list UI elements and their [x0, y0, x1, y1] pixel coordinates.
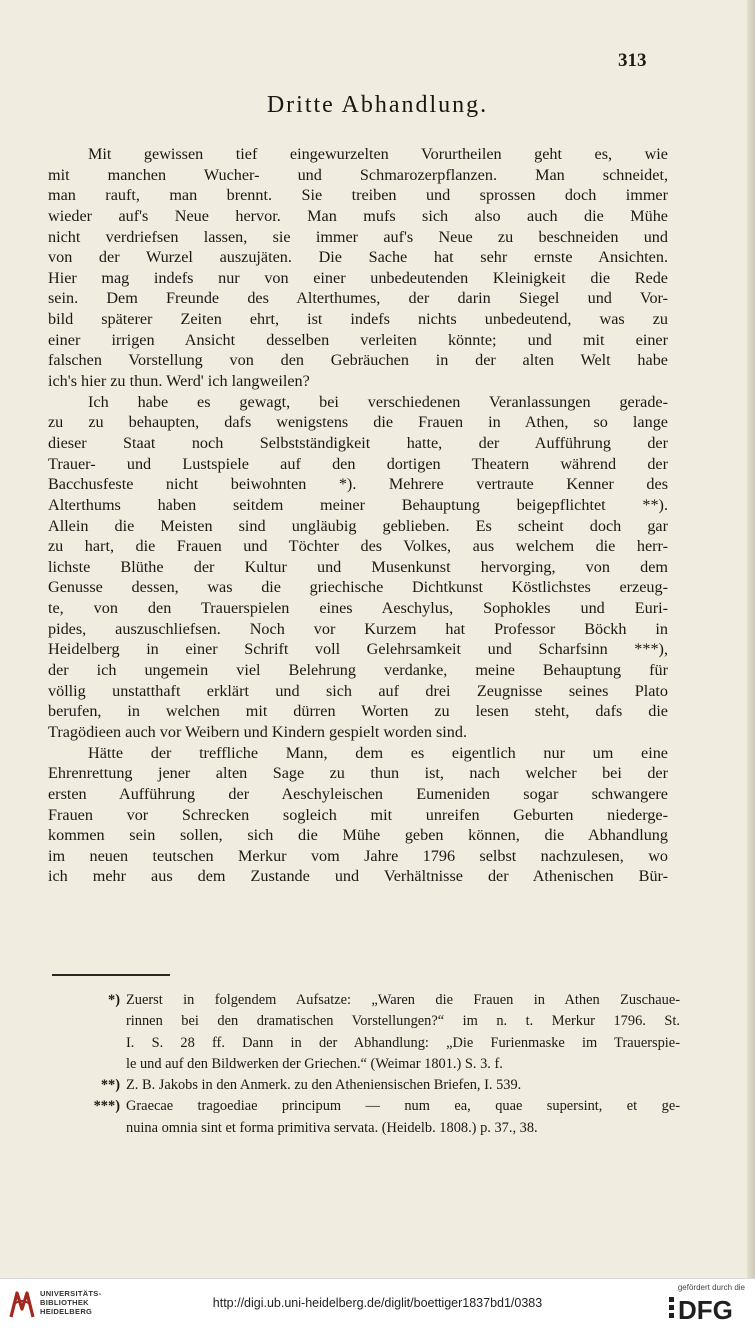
body-text	[48, 144, 668, 887]
library-name-line: BIBLIOTHEK	[40, 1298, 89, 1307]
text-line: mit manchen Wucher- und Schmarozerpflanzen. Man schneidet,	[48, 165, 668, 184]
text-line: ich's hier zu thun. Werd' ich langweilen?	[48, 372, 310, 391]
footnote-line	[60, 1118, 680, 1139]
text-line: bild späterer Zeiten ehrt, ist indefs nichts unbedeutend, was zu	[48, 310, 668, 329]
text-line: der ich ungemein viel Belehrung verdanke, meine Behauptung für	[48, 661, 668, 680]
text-line: Genusse dessen, was die griechische Dichtkunst Köstlichstes erzeug-	[48, 578, 668, 597]
text-line: Bacchusfeste nicht beiwohnten *). Mehrere vertraute Kenner des	[48, 475, 668, 494]
text-line: berufen, in welchen mit dürren Worten zu lesen steht, dafs die	[48, 702, 668, 721]
text-line: te, von den Trauerspielen eines Aeschylus, Sophokles und Euri-	[48, 599, 668, 618]
text-line: einer irrigen Ansicht desselben verleiten könnte; und mit einer	[48, 330, 668, 349]
text-line: lichste Blüthe der Kultur und Musenkunst hervorging, von dem	[48, 557, 668, 576]
text-line: man rauft, man brennt. Sie treiben und sprossen doch immer	[48, 186, 668, 205]
text-line: Ehrenrettung jener alten Sage zu thun ist, nach welcher bei der	[48, 764, 668, 783]
library-name-line: UNIVERSITÄTS-	[40, 1289, 102, 1298]
dfg-logo-icon	[669, 1294, 745, 1322]
text-line: wieder auf's Neue hervor. Man mufs sich also auch die Mühe	[48, 206, 668, 225]
page-number: 313	[618, 50, 647, 71]
text-line: ich mehr aus dem Zustande und Verhältnisse der Athenischen Bür-	[48, 867, 668, 886]
text-line: ersten Aufführung der Aeschyleischen Eumeniden sogar schwangere	[48, 784, 668, 803]
footnote-marker: *)	[108, 992, 120, 1008]
source-url-link[interactable]: http://digi.ub.uni-heidelberg.de/diglit/boettiger1837bd1/0383	[212, 1296, 543, 1310]
footnote-text: nuina omnia sint et forma primitiva servata. (Heidelb. 1808.) p. 37., 38.	[126, 1119, 538, 1136]
footnote-text: rinnen bei den dramatischen Vorstellungen?“ im n. t. Merkur 1796. St.	[126, 1013, 680, 1030]
text-line: von der Wurzel auszujäten. Die Sache hat sehr ernste Ansichten.	[48, 248, 668, 267]
section-heading: Dritte Abhandlung.	[266, 92, 489, 118]
footnotes	[60, 990, 680, 1139]
library-name-line: HEIDELBERG	[40, 1307, 93, 1316]
footnote-line	[60, 1033, 680, 1054]
text-line: Mit gewissen tief eingewurzelten Vorurtheilen geht es, wie	[88, 145, 668, 163]
text-line: dieser Staat noch Selbstständigkeit hatte, der Aufführung der	[48, 433, 668, 452]
text-line: Heidelberg in einer Schrift voll Gelehrsamkeit und Scharfsinn ***),	[48, 640, 668, 659]
text-line: sein. Dem Freunde des Alterthumes, der darin Siegel und Vor-	[48, 289, 668, 308]
text-line: nicht verdriefsen lassen, sie immer auf's Neue zu beschneiden und	[48, 227, 668, 246]
text-line: völlig unstatthaft erklärt und sich auf drei Zeugnisse seines Plato	[48, 681, 668, 700]
text-line: Hier mag indefs nur von einer unbedeutenden Kleinigkeit die Rede	[48, 268, 668, 287]
footnote-line	[60, 1096, 680, 1117]
text-line: im neuen teutschen Merkur vom Jahre 1796 selbst nachzulesen, wo	[48, 846, 668, 865]
dfg-wordmark: DFG	[678, 1295, 733, 1322]
text-line: Alterthums haben seitdem meiner Behauptung beigepflichtet **).	[48, 495, 668, 514]
footnote-line	[60, 1054, 680, 1075]
text-line: zu zu behaupten, dafs wenigstens die Frauen in Athen, so lange	[48, 413, 668, 432]
footnote-text: I. S. 28 ff. Dann in der Abhandlung: „Die Furienmaske im Trauerspie-	[126, 1034, 680, 1051]
text-line: falschen Vorstellung von den Gebräuchen in der alten Welt habe	[48, 351, 668, 370]
funded-by-label: gefördert durch die	[677, 1283, 745, 1292]
footnote-line	[60, 990, 680, 1011]
page-edge	[747, 0, 755, 1278]
footnote-text: Z. B. Jakobs in den Anmerk. zu den Atheniensischen Briefen, I. 539.	[126, 1077, 522, 1094]
text-line: Allein die Meisten sind ungläubig geblieben. Es scheint doch gar	[48, 516, 668, 535]
text-line: Trauer- und Lustspiele auf den dortigen Theatern während der	[48, 454, 668, 473]
footnote-marker: **)	[100, 1077, 120, 1094]
footnote-text: le und auf den Bildwerken der Griechen.“ (Weimar 1801.) S. 3. f.	[126, 1055, 503, 1072]
text-line: Ich habe es gewagt, bei verschiedenen Veranlassungen gerade-	[88, 392, 668, 411]
footnote-separator	[52, 974, 170, 976]
text-line: pides, auszuschliefsen. Noch vor Kurzem hat Professor Böckh in	[48, 619, 668, 638]
text-line: Tragödieen auch vor Weibern und Kindern gespielt worden sind.	[48, 722, 468, 741]
text-line: Frauen vor Schrecken sogleich mit unreifen Geburten niederge-	[48, 805, 668, 824]
text-line: kommen sein sollen, sich die Mühe geben können, die Abhandlung	[48, 826, 668, 845]
footnote-marker: ***)	[93, 1098, 120, 1115]
footnote-text: Zuerst in folgendem Aufsatze: „Waren die Frauen in Athen Zuschaue-	[126, 992, 680, 1008]
footnote-text: Graecae tragoediae principum — num ea, quae supersint, et ge-	[126, 1098, 680, 1115]
text-line: zu hart, die Frauen und Töchter des Volkes, aus welchem die herr-	[48, 537, 668, 556]
footnote-line	[60, 1075, 680, 1096]
footer-bar	[0, 1278, 755, 1330]
text-line: Hätte der treffliche Mann, dem es eigentlich nur um eine	[88, 743, 668, 762]
footnote-line	[60, 1011, 680, 1032]
